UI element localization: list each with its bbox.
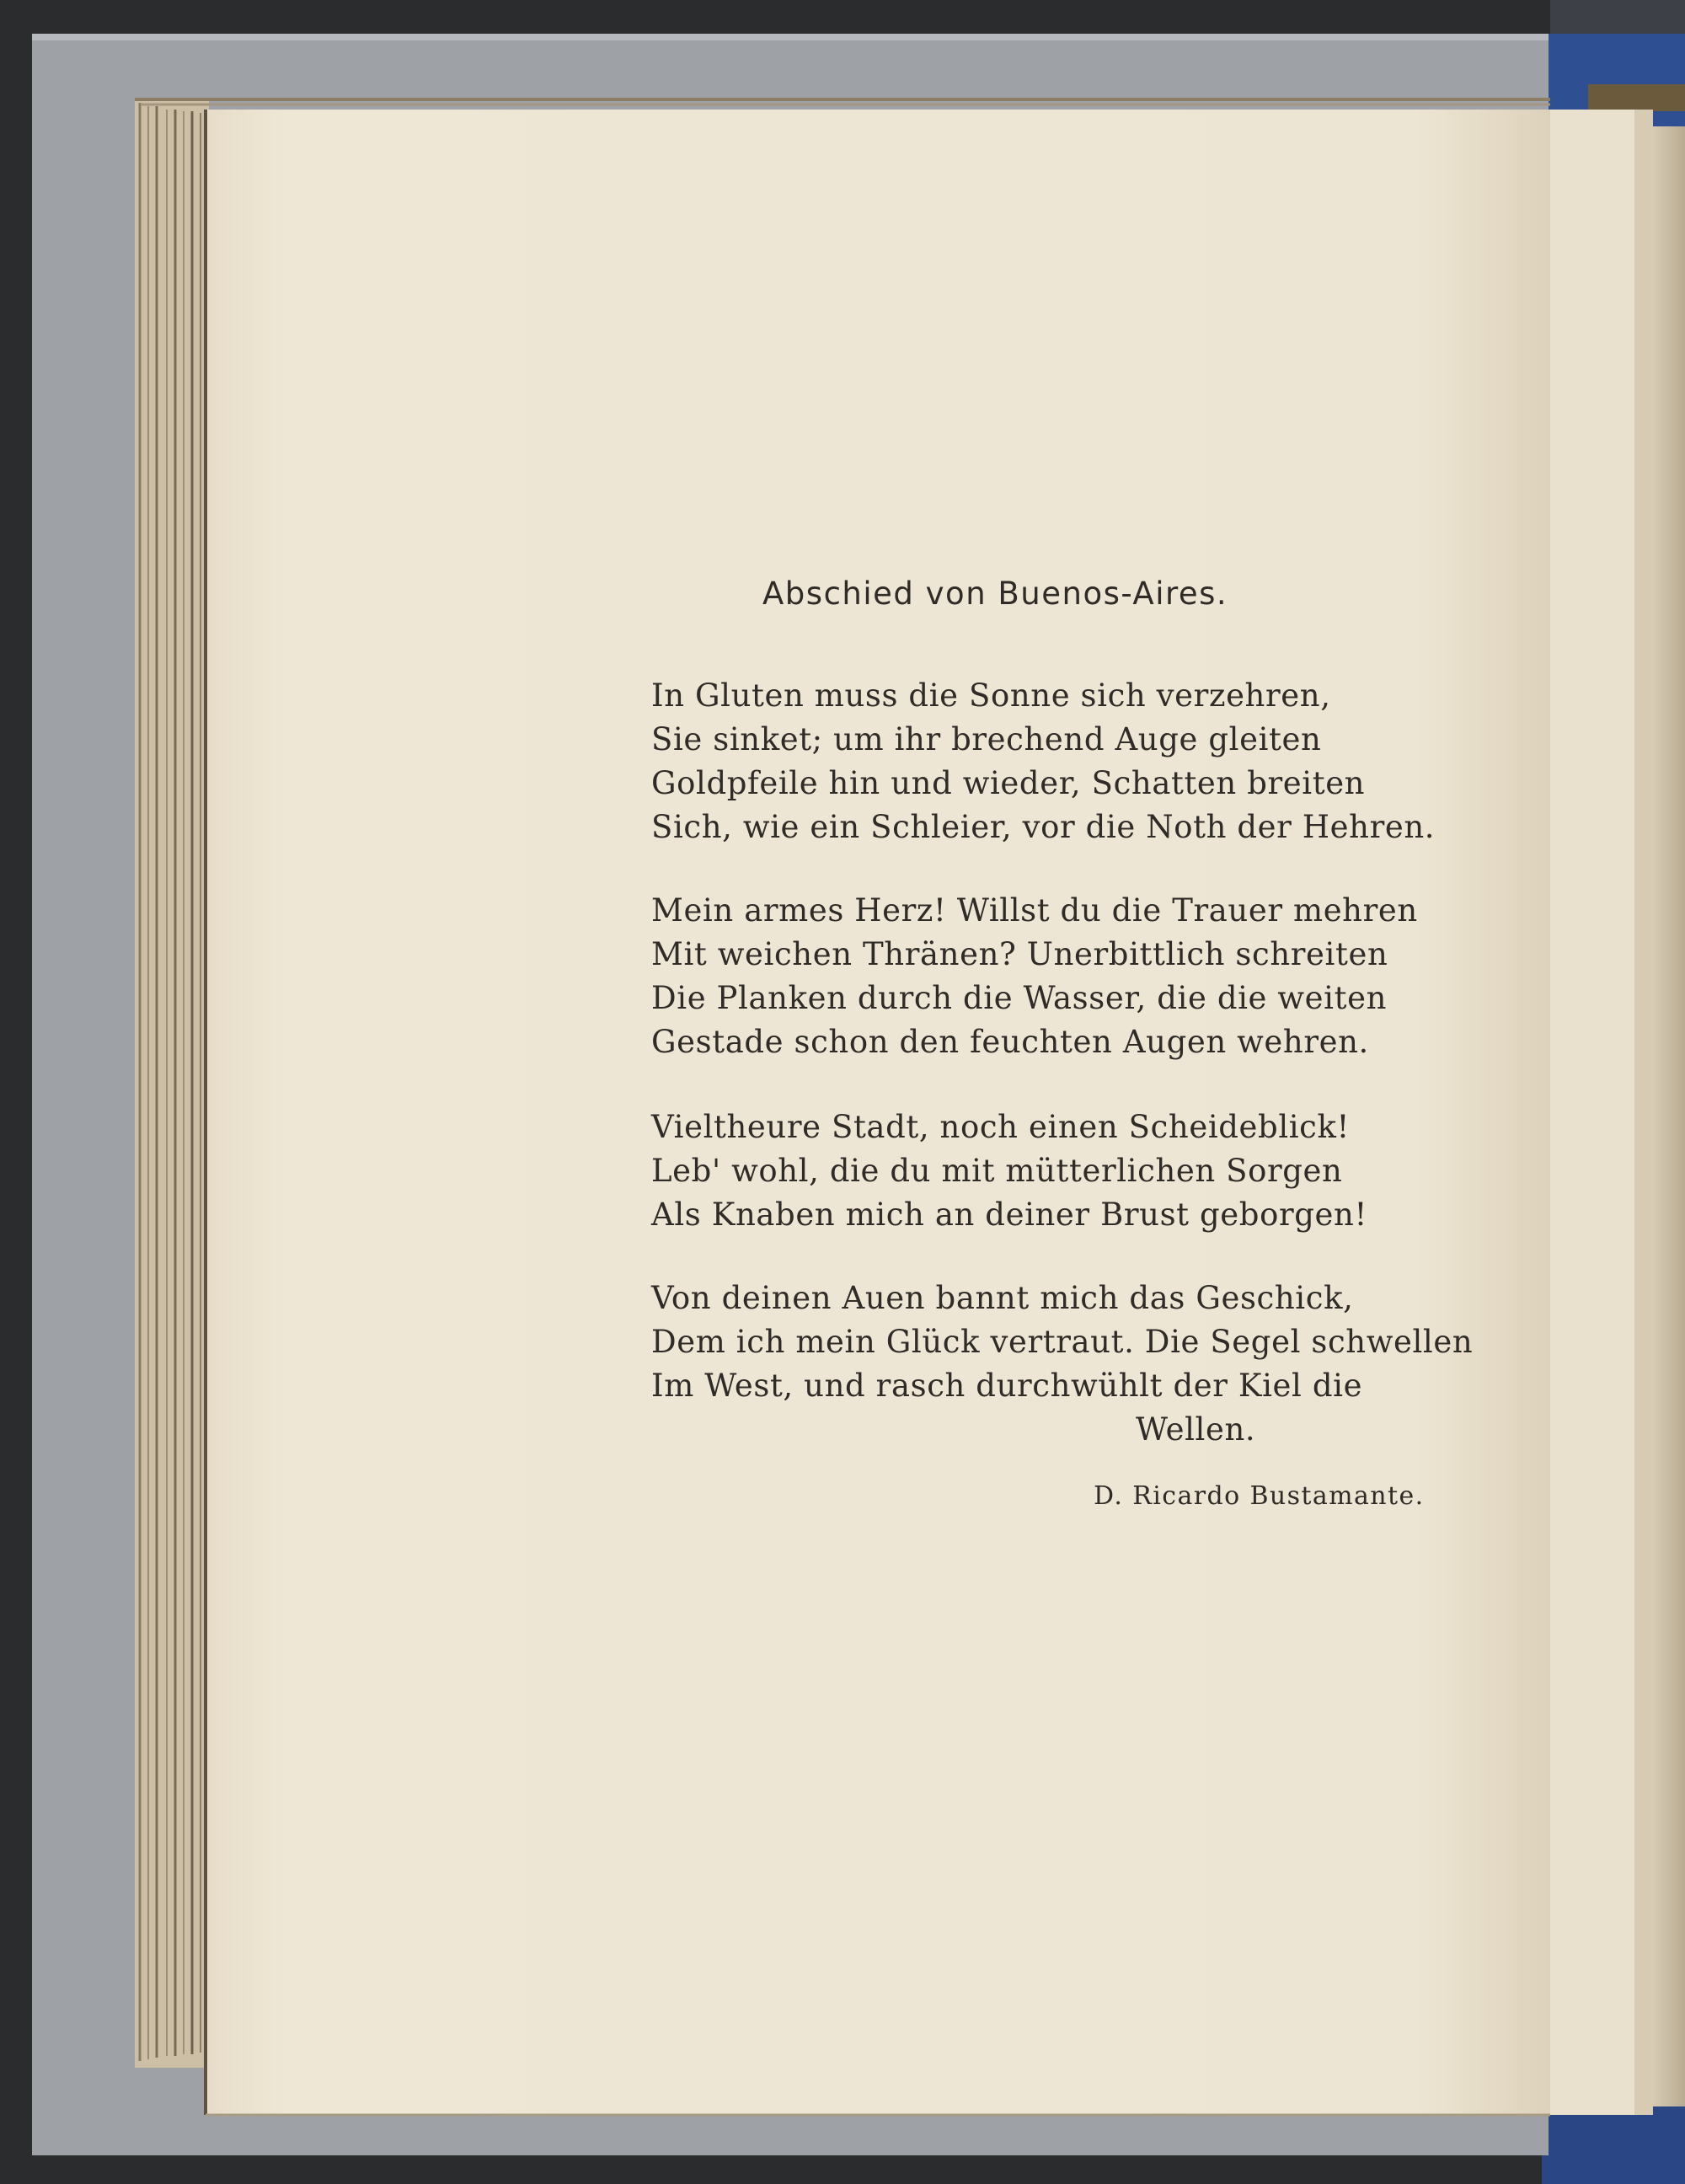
poem-line: Von deinen Auen bannt mich das Geschick, (651, 1280, 1354, 1316)
stanza-1 (651, 674, 1494, 849)
poem-line: Leb' wohl, die du mit mütterlichen Sorgen (651, 1153, 1343, 1189)
poem-line: In Gluten muss die Sonne sich verzehren, (651, 677, 1331, 714)
poem-line: Vieltheure Stadt, noch einen Scheideblick! (651, 1109, 1350, 1145)
poem-title: Abschied von Buenos-Aires. (762, 575, 1228, 612)
poem-line: Mit weichen Thränen? Unerbittlich schreiten (651, 936, 1388, 972)
poem-line: Dem ich mein Glück vertraut. Die Segel schwellen (651, 1324, 1474, 1360)
stanza-4 (651, 1277, 1494, 1452)
poem-line: Als Knaben mich an deiner Brust geborgen! (651, 1196, 1367, 1233)
stanza-2 (651, 889, 1494, 1064)
stanza-3 (651, 1105, 1494, 1237)
poem-line: Wellen. (1136, 1411, 1256, 1448)
poem-author: D. Ricardo Bustamante. (1094, 1481, 1425, 1511)
poem-line: Mein armes Herz! Willst du die Trauer mehren (651, 892, 1418, 929)
poem-line: Goldpfeile hin und wieder, Schatten breiten (651, 765, 1366, 801)
poem-line: Im West, und rasch durchwühlt der Kiel die (651, 1368, 1363, 1404)
poem-line: Sie sinket; um ihr brechend Auge gleiten (651, 721, 1322, 757)
poem-line: Sich, wie ein Schleier, vor die Noth der Hehren. (651, 809, 1436, 845)
poem-line: Die Planken durch die Wasser, die die weiten (651, 980, 1388, 1016)
poem-line: Gestade schon den feuchten Augen wehren. (651, 1024, 1369, 1060)
